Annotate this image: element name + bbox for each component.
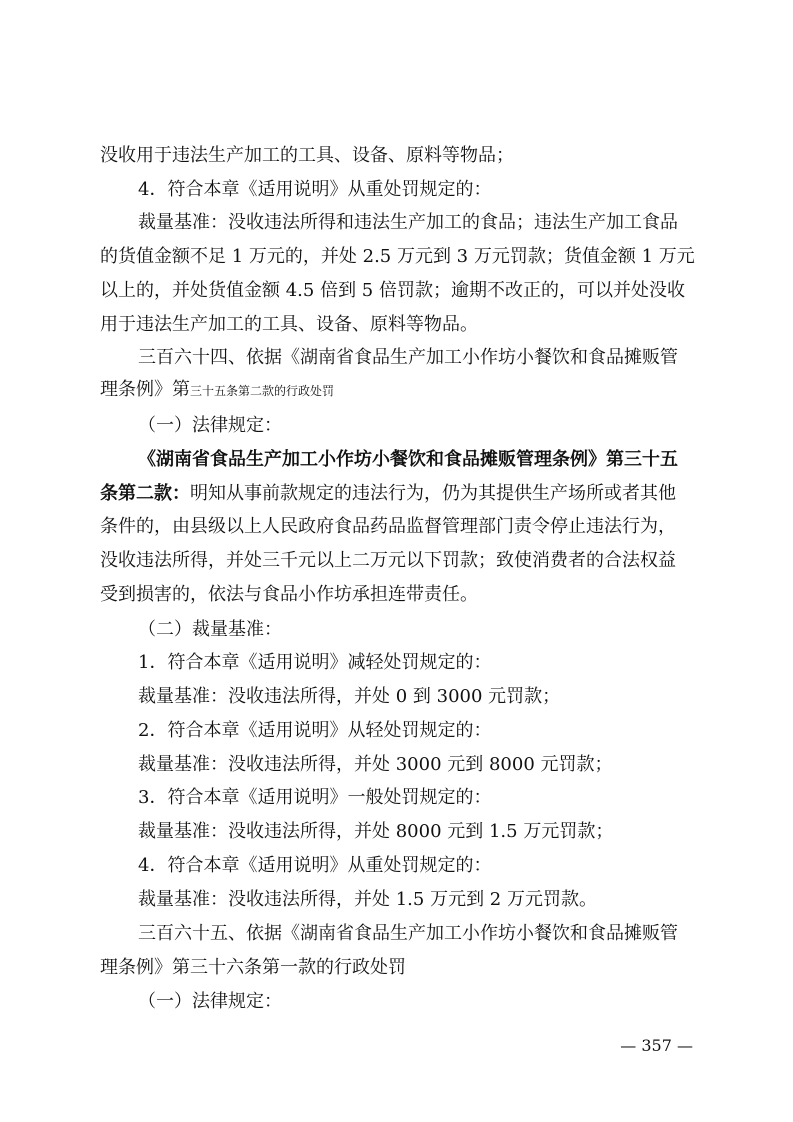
text-line: 条件的，由县级以上人民政府食品药品监督管理部门责令停止违法行为， [100, 516, 676, 537]
subheading: （一）法律规定： [138, 991, 282, 1012]
page-number: — 357 — [620, 1036, 693, 1055]
text-line: 没收违法所得，并处三千元以上二万元以下罚款；致使消费者的合法权益 [100, 550, 676, 571]
text-line: 以上的，并处货值金额 4.5 倍到 5 倍罚款；逾期不改正的，可以并处没收 [100, 280, 685, 301]
regulation-title: 《湖南省食品生产加工小作坊小餐饮和食品摊贩管理条例》第三十五 [138, 449, 678, 470]
text-line: 裁量基准：没收违法所得，并处 8000 元到 1.5 万元罚款； [138, 821, 614, 842]
text-line: 裁量基准：没收违法所得，并处 0 到 3000 元罚款； [138, 686, 561, 707]
text-line: 2．符合本章《适用说明》从轻处罚规定的： [138, 720, 492, 741]
text-line: 4．符合本章《适用说明》从重处罚规定的： [138, 179, 492, 200]
text-line: 受到损害的，依法与食品小作坊承担连带责任。 [100, 584, 478, 605]
text-line: 裁量基准：没收违法所得，并处 1.5 万元到 2 万元罚款。 [138, 889, 597, 910]
article-text: 明知从事前款规定的违法行为，仍为其提供生产场所或者其他 [190, 483, 676, 504]
section-heading: 三百六十四、依据《湖南省食品生产加工小作坊小餐饮和食品摊贩管 [138, 347, 678, 368]
text-line: 裁量基准：没收违法所得和违法生产加工的食品；违法生产加工食品 [138, 212, 678, 233]
article-reference: 条第二款： [100, 483, 190, 504]
text-line [100, 482, 698, 506]
section-heading-continued [100, 378, 698, 403]
text-line: 3．符合本章《适用说明》一般处罚规定的： [138, 787, 492, 808]
text-line: 没收用于违法生产加工的工具、设备、原料等物品； [100, 145, 514, 166]
text-line: 裁量基准：没收违法所得，并处 3000 元到 8000 元罚款； [138, 754, 613, 775]
heading-text-small: 三十五条第二款的行政处罚 [190, 384, 335, 398]
text-line: 的货值金额不足 1 万元的，并处 2.5 万元到 3 万元罚款；货值金额 1 万元 [100, 246, 695, 267]
heading-text: 理条例》第 [100, 379, 190, 400]
text-line: 4．符合本章《适用说明》从重处罚规定的： [138, 855, 492, 876]
text-line: 用于违法生产加工的工具、设备、原料等物品。 [100, 314, 478, 335]
subheading: （一）法律规定： [138, 415, 282, 436]
subheading: （二）裁量基准： [138, 619, 282, 640]
text-line: 1．符合本章《适用说明》减轻处罚规定的： [138, 652, 492, 673]
section-heading-continued: 理条例》第三十六条第一款的行政处罚 [100, 957, 406, 978]
section-heading: 三百六十五、依据《湖南省食品生产加工小作坊小餐饮和食品摊贩管 [138, 923, 678, 944]
